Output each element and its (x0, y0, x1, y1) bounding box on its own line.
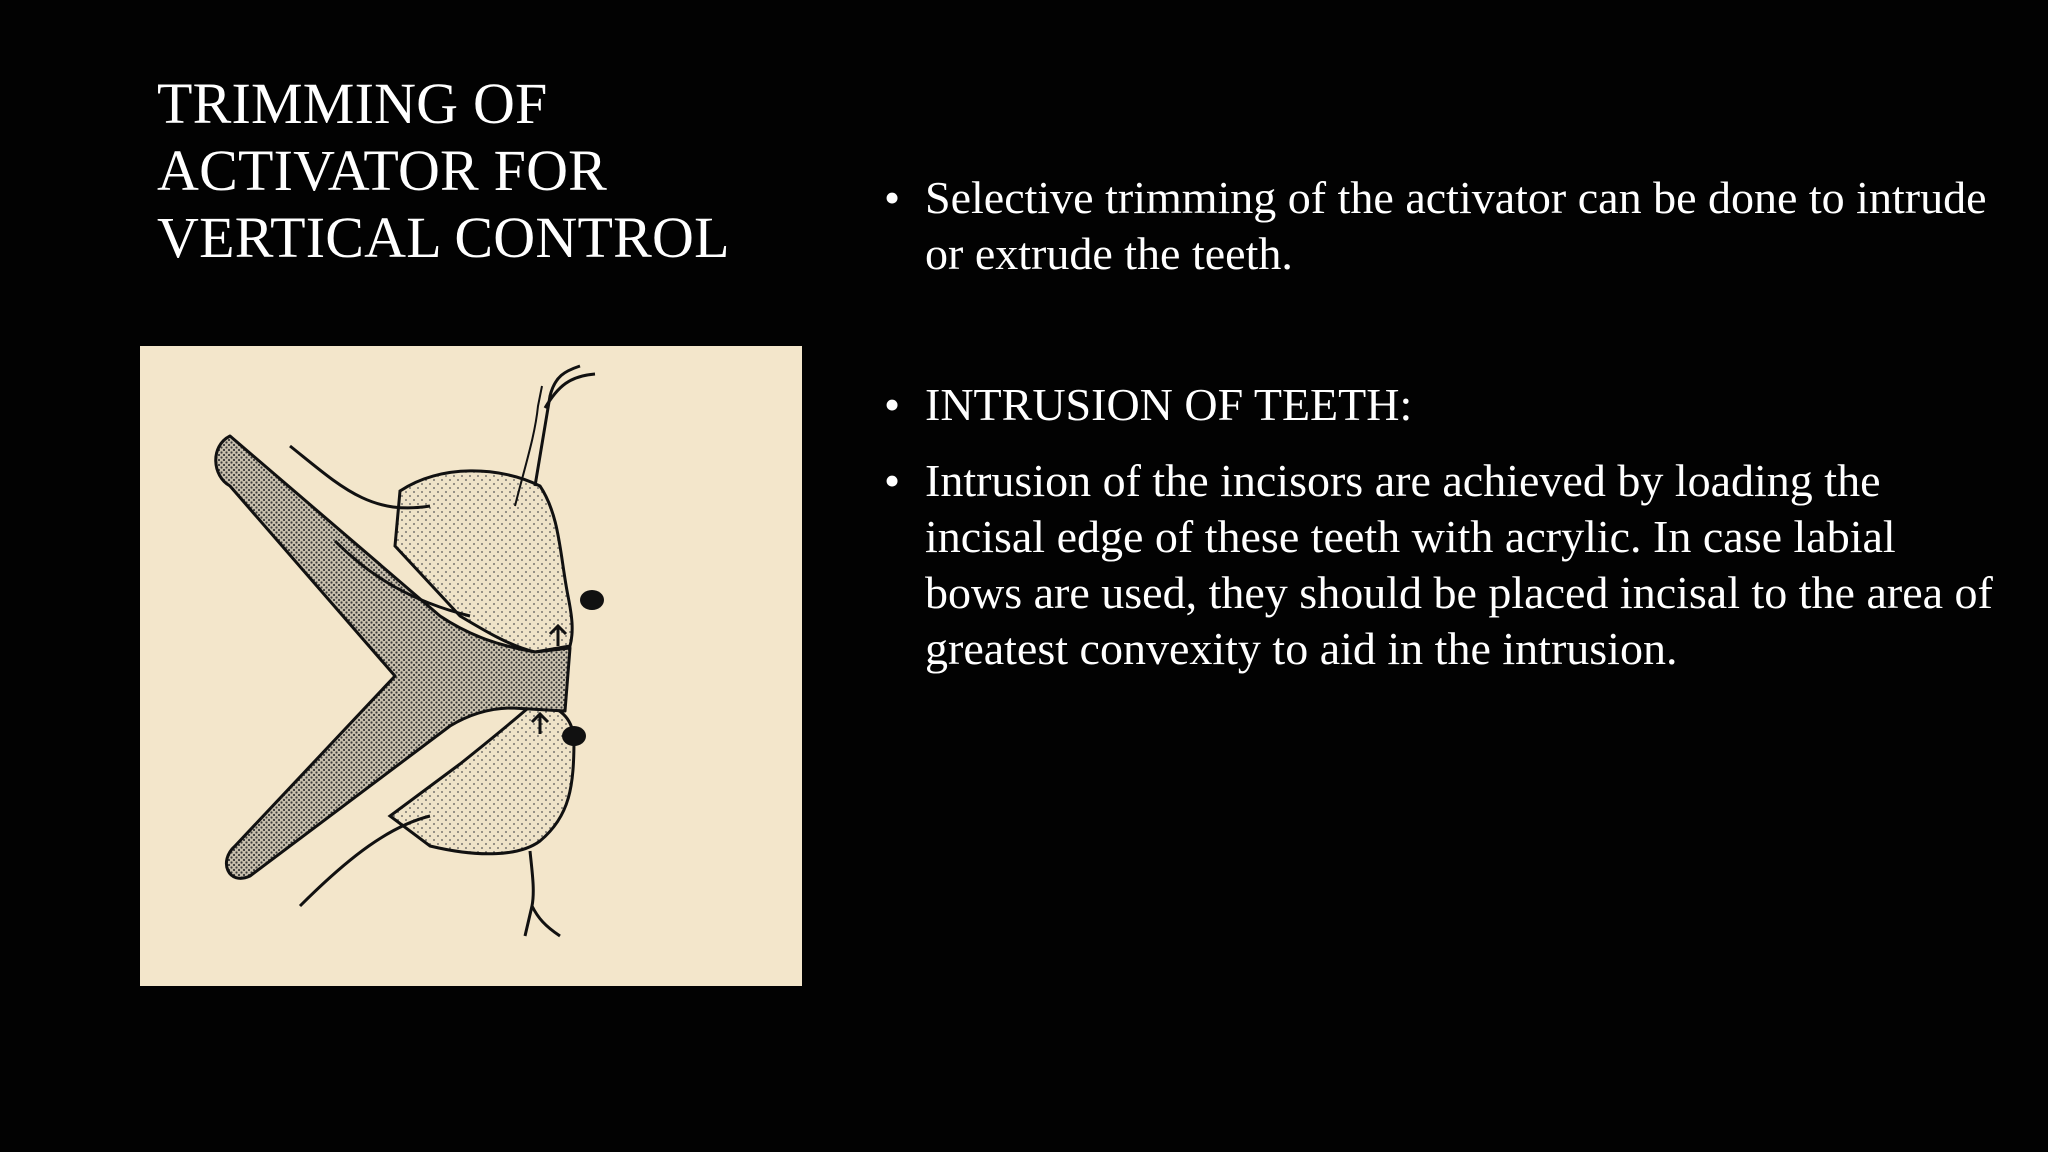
bullet-text: Intrusion of the incisors are achieved by loading the incisal edge of these teeth with acrylic. In case labial bows are used, they should be placed incisal to the area of greatest convexity to aid in the intrusion. (925, 455, 1993, 674)
activator-diagram-figure (140, 346, 802, 986)
bullet-text: INTRUSION OF TEETH: (925, 379, 1413, 430)
bullet-dot: • (884, 455, 901, 506)
bullet-text: Selective trimming of the activator can be done to intrude or extrude the teeth. (925, 172, 1987, 279)
activator-incisor-section-diagram (140, 346, 802, 986)
bullet-item (880, 377, 2000, 433)
bullet-item (880, 170, 2000, 282)
bullet-dot: • (884, 172, 901, 223)
bullet-item (880, 453, 2000, 677)
bullet-dot: • (884, 379, 901, 430)
bullet-list (880, 170, 2000, 677)
slide-title: TRIMMING OF ACTIVATOR FOR VERTICAL CONTROL (157, 71, 730, 270)
upper-labial-bow-wire (580, 590, 604, 610)
lower-labial-bow-wire (562, 726, 586, 746)
